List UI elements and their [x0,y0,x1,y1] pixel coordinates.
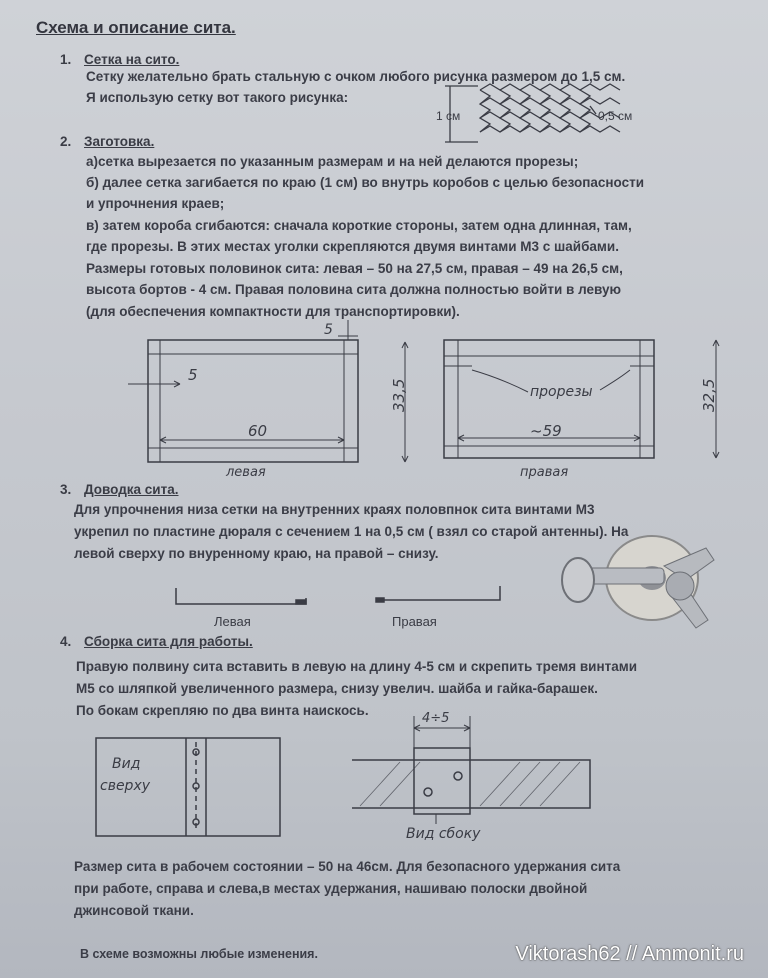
section-3-line: укрепил по пластине дюраля с сечением 1 на 0,5 см ( взял со старой антенны). На [74,524,629,539]
section-2-line: б) далее сетка загибается по краю (1 см) во внутрь коробов с целью безопасности [86,175,645,190]
page-title: Схема и описание сита. [36,18,236,37]
side-view-drawing [352,716,590,824]
bolt-wingnut-icon [562,536,714,628]
mesh-dim-2: 0,5 см [598,109,633,123]
left-box-dim-bottom: 60 [248,422,268,440]
section-2-line: и упрочнения краев; [86,196,225,211]
side-view-caption: Вид сбоку [406,826,481,842]
section-2-line: высота бортов - 4 см. Правая половина сита должна полностью войти в левую [86,282,621,297]
watermark: Viktorash62 // Ammonit.ru [515,943,744,965]
mesh-figure [445,84,620,142]
left-box-dim-side: 33,5 [390,378,408,412]
profile-right-label: Правая [392,614,437,629]
section-2-line: где прорезы. В этих местах уголки скрепляются двумя винтами М3 с шайбами. [86,239,619,254]
section-label: Доводка сита. [84,482,179,497]
section-number: 4. [60,634,72,649]
profiles-drawing [176,586,500,604]
closing-note: В схеме возможны любые изменения. [80,947,318,961]
section-number: 3. [60,482,72,497]
section-label: Сборка сита для работы. [84,634,253,649]
left-box-dim-top: 5 [324,322,333,338]
left-box-drawing [128,320,408,462]
section-1-line: Сетку желательно брать стальную с очком любого рисунка размером до 1,5 см. [86,69,626,84]
mesh-dim-1: 1 см [436,109,461,123]
section-3-line: Для упрочнения низа сетки на внутренних краях половпнок сита винтами М3 [74,502,595,517]
side-view-dim: 4÷5 [422,711,450,726]
right-box-slots-label: прорезы [530,384,593,400]
right-box-dim-bottom: ~59 [530,422,562,440]
section-2-line: а)сетка вырезается по указанным размерам и на ней делаются прорезы; [86,154,579,169]
section-label: Заготовка. [84,134,155,149]
footer-line: Размер сита в рабочем состоянии – 50 на 46см. Для безопасного удержания сита [74,859,621,874]
section-number: 2. [60,134,72,149]
section-2-line: в) затем короба сгибаются: сначала короткие стороны, затем одна длинная, там, [86,218,632,233]
section-2-line: (для обеспечения компактности для транспортировки). [86,304,460,319]
section-4-line: По бокам скрепляю по два винта наискось. [76,703,369,718]
section-label: Сетка на сито. [84,52,180,67]
footer-line: при работе, справа и слева,в местах удержания, нашиваю полоски двойной [74,881,588,896]
left-box-dim-inner: 5 [188,366,198,384]
top-view-caption-2: сверху [100,778,151,794]
section-number: 1. [60,52,72,67]
right-box-caption: правая [520,465,569,480]
profile-left-label: Левая [214,614,251,629]
section-1-line: Я использую сетку вот такого рисунка: [86,90,349,105]
footer-line: джинсовой ткани. [74,903,194,918]
section-3-line: левой сверху по внуренному краю, на правой – снизу. [74,546,439,561]
right-box-dim-side: 32,5 [700,378,718,412]
section-2-line: Размеры готовых половинок сита: левая – 50 на 27,5 см, правая – 49 на 26,5 см, [86,261,623,276]
top-view-caption-1: Вид [112,756,141,772]
left-box-caption: левая [226,465,266,480]
section-4-line: М5 со шляпкой увеличенного размера, снизу увелич. шайба и гайка-барашек. [76,681,598,696]
section-4-line: Правую полвину сита вставить в левую на длину 4-5 см и скрепить тремя винтами [76,659,638,674]
